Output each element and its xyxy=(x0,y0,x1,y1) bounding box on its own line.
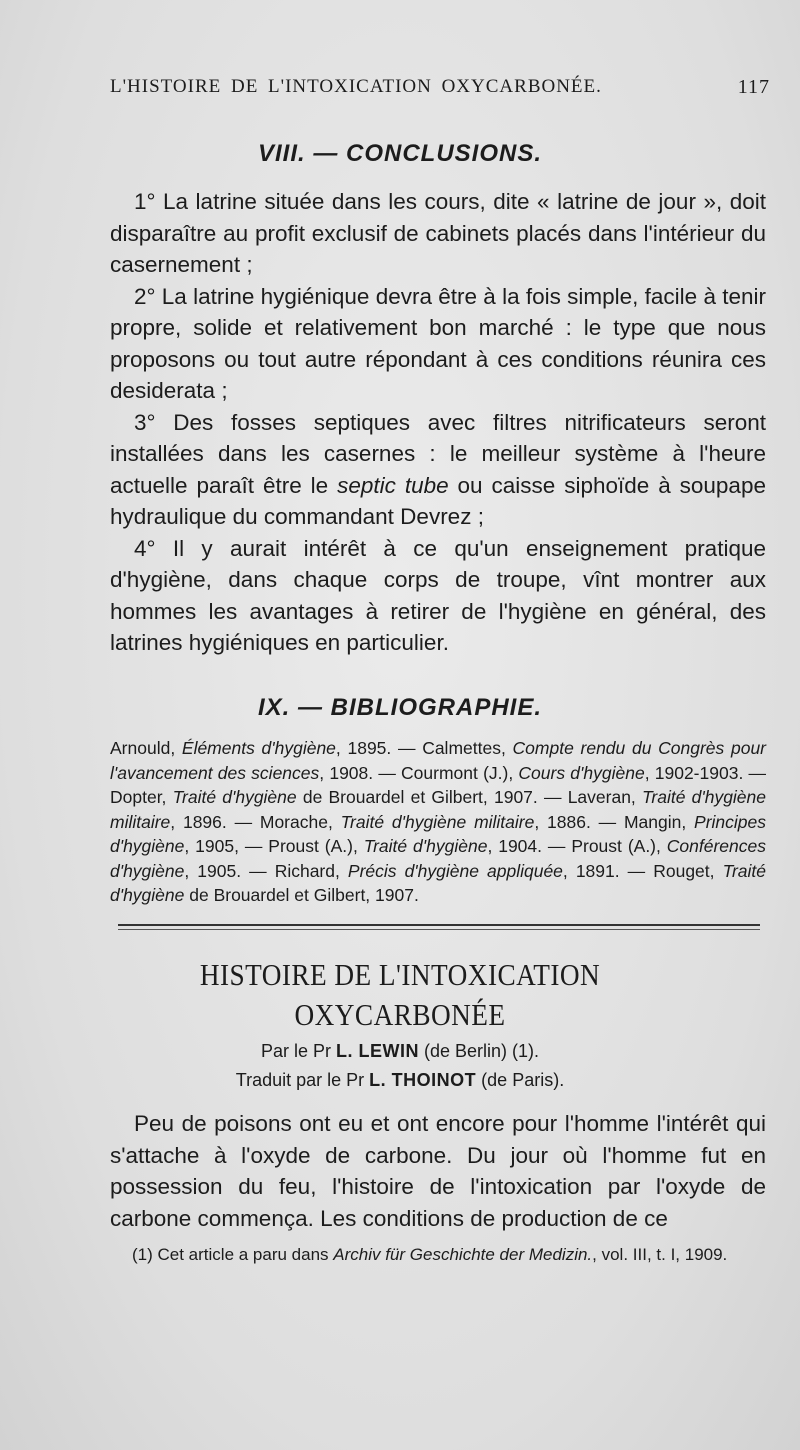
conclusion-paragraph-2: 2° La latrine hygiénique devra être à la fois simple, facile à tenir propre, solide et relativement bon marché : le type que nous proposons ou tout autre répondant à ces conditions réunira ces desiderata ; xyxy=(110,283,766,403)
section-title-bibliography: IX. — BIBLIOGRAPHIE. xyxy=(257,694,543,721)
running-header xyxy=(110,76,770,98)
septic-tube-italic: septic tube xyxy=(337,472,449,498)
bibliography-entry: Courmont (J.), Cours d'hygiène, 1902-1903. — xyxy=(401,762,767,783)
bibliography-entry: Arnould, Éléments d'hygiène, 1895. — xyxy=(110,738,423,758)
bibliography-entry: Dopter, Traité d'hygiène de Brouardel et Gilbert, 1907. — xyxy=(110,787,568,807)
conclusion-paragraph-3: 3° Des fosses septiques avec filtres nitrificateurs seront installées dans les casernes : le meilleur système à l'heure actuelle paraît être le septic tube ou caisse siphoïde à soupape hydraulique du commandant Devrez ; xyxy=(110,409,766,529)
conclusion-paragraph-1: 1° La latrine située dans les cours, dite « latrine de jour », doit disparaître au profit exclusif de cabinets placés dans l'intérieur du casernement ; xyxy=(110,189,766,277)
page-number: 117 xyxy=(737,76,770,98)
article-paragraph-1: Peu de poisons ont eu et ont encore pour l'homme l'intérêt qui s'attache à l'oxyde de carbone. Du jour où l'homme fut en possession du feu, l'histoire de l'intoxication par l'oxyde de carbone commença. Les conditions de production de ce xyxy=(110,1111,766,1231)
footnote: (1) Cet article a paru dans Archiv für Geschichte der Medizin., vol. III, t. I, 1909. xyxy=(132,1245,728,1264)
author-byline: Par le Pr L. LEWIN (de Berlin) (1). xyxy=(260,1041,540,1061)
separator-rule xyxy=(118,924,760,926)
section-title-conclusions: VIII. — CONCLUSIONS. xyxy=(257,140,543,167)
bibliography-entry: Calmettes, Compte rendu du Congrès pour l'avancement des sciences, 1908. — xyxy=(110,738,767,783)
translator-byline: Traduit par le Pr L. THOINOT (de Paris). xyxy=(235,1070,565,1090)
bibliography-entry: Proust (A.), Conférences d'hygiène, 1905. — xyxy=(110,836,767,881)
article-title-line-2: OXYCARBONÉE xyxy=(294,997,506,1032)
running-title: L'HISTOIRE DE L'INTOXICATION OXYCARBONÉE. xyxy=(110,76,602,97)
translator-name: L. THOINOT xyxy=(369,1070,477,1090)
article-body xyxy=(110,1108,766,1234)
bibliography-entry: Morache, Traité d'hygiène militaire, 1886. — xyxy=(259,811,624,832)
bibliography-entry: Proust (A.), Traité d'hygiène, 1904. — xyxy=(268,836,572,856)
journal-title-italic: Archiv für Geschichte der Medizin. xyxy=(333,1245,593,1264)
separator-rule-thin xyxy=(118,929,760,930)
bibliography-paragraph xyxy=(110,736,766,908)
article-title-line-1: HISTOIRE DE L'INTOXICATION xyxy=(199,957,601,992)
bibliography-entry: Mangin, Principes d'hygiène, 1905, — xyxy=(110,811,766,856)
bibliography-list xyxy=(110,736,766,908)
bibliography-entry: Laveran, Traité d'hygiène militaire, 1896. — xyxy=(110,787,767,832)
bibliography-entry: Rouget, Traité d'hygiène de Brouardel et Gilbert, 1907. xyxy=(110,860,766,905)
author-name: L. LEWIN xyxy=(335,1041,419,1061)
conclusion-paragraph-4: 4° Il y aurait intérêt à ce qu'un enseignement pratique d'hygiène, dans chaque corps de troupe, vînt montrer aux hommes les avantages à retirer de l'hygiène en général, des latrines hygiéniques en particulier. xyxy=(110,535,766,655)
bibliography-entry: Richard, Précis d'hygiène appliquée, 1891. — xyxy=(274,860,654,881)
conclusions-body xyxy=(110,186,766,659)
